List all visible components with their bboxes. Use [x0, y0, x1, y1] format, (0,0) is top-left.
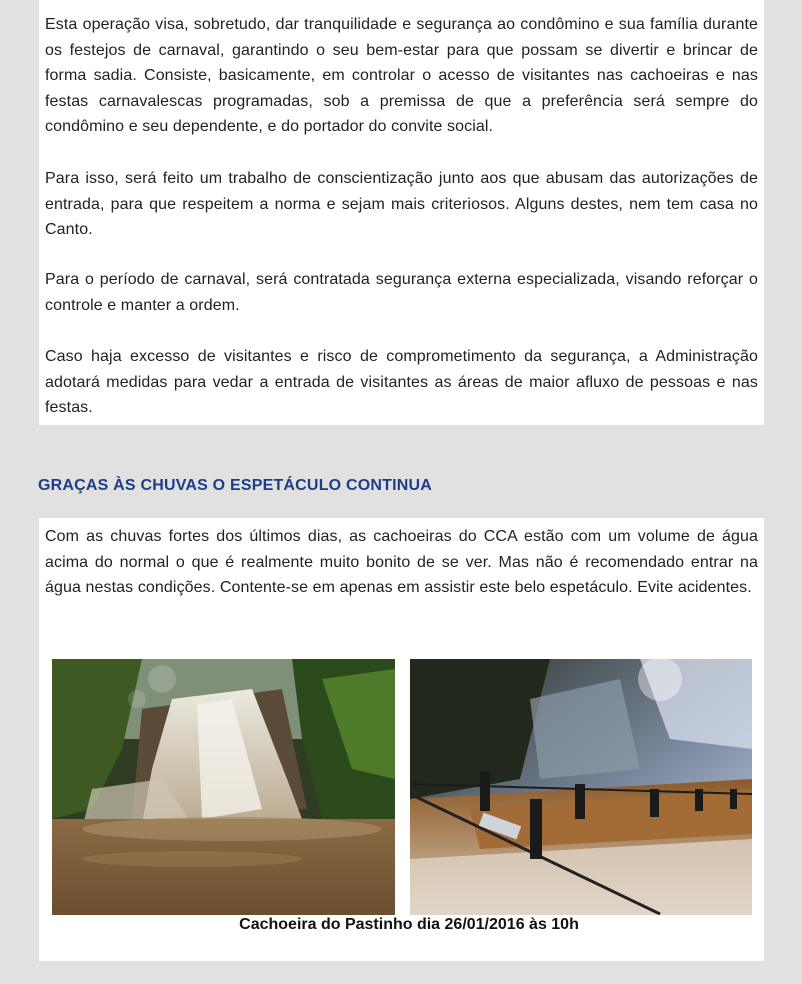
bottom-content-panel	[39, 518, 764, 961]
photo-caption: Cachoeira do Pastinho dia 26/01/2016 às 10h	[239, 916, 579, 933]
paragraph-visitors: Caso haja excesso de visitantes e risco de comprometimento da segurança, a Administração adotará medidas para vedar a entrada de visitantes as áreas de maior afluxo de pessoas e nas festas.	[45, 348, 758, 416]
paragraph-awareness: Para isso, será feito um trabalho de conscientização junto aos que abusam das autorizações de entrada, para que respeitem a norma e sejam mais criteriosos. Alguns destes, nem tem casa no Canto.	[45, 170, 758, 238]
paragraph-rain: Com as chuvas fortes dos últimos dias, as cachoeiras do CCA estão com um volume de água acima do normal o que é realmente muito bonito de se ver. Mas não é recomendado entrar na água nestas condições. Contente-se em apenas em assistir este belo espetáculo. Evite acidentes.	[45, 528, 758, 596]
paragraph-security: Para o período de carnaval, será contratada segurança externa especializada, visando reforçar o controle e manter a ordem.	[45, 271, 758, 314]
waterfall-fence-photo	[410, 659, 752, 915]
waterfall-photo	[52, 659, 395, 915]
paragraph-operation: Esta operação visa, sobretudo, dar tranquilidade e segurança ao condômino e sua família durante os festejos de carnaval, garantindo o seu bem-estar para que possam se divertir e brincar de forma sadia. Consiste, basicamente, em controlar o acesso de visitantes nas cachoeiras e nas festas carnavalescas programadas, sob a premissa de que a preferência será sempre do condômino e seu dependente, e do portador do convite social.	[45, 16, 758, 135]
section-heading: GRAÇAS ÀS CHUVAS O ESPETÁCULO CONTINUA	[38, 477, 432, 494]
top-content-panel	[39, 0, 764, 425]
